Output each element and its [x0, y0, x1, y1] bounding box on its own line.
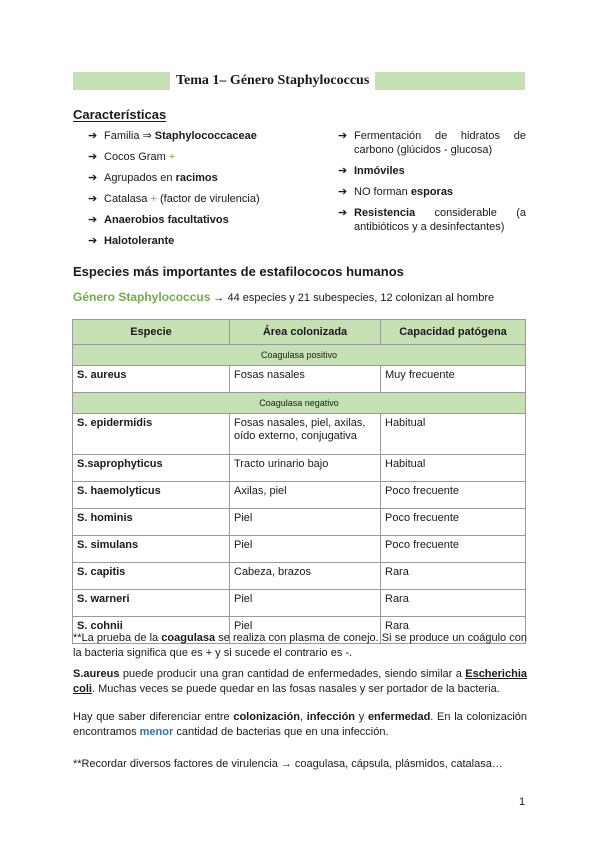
group-label: Coagulasa positivo	[73, 345, 526, 366]
capacity-cell: Poco frecuente	[381, 509, 526, 536]
area-cell: Cabeza, brazos	[230, 563, 381, 590]
table-row	[73, 563, 526, 590]
group-label: Coagulasa negativo	[73, 393, 526, 414]
capacity-cell: Habitual	[381, 455, 526, 482]
note-aureus: S.aureus puede producir una gran cantidad de enfermedades, siendo similar a Escherichia coli. Muchas veces se puede quedar en las fosas nasales y ser portador de la bacteria.	[73, 668, 527, 695]
note-colonizacion: Hay que saber diferenciar entre colonización, infección y enfermedad. En la colonización encontramos menor cantidad de bacterias que en una infección.	[73, 711, 527, 738]
list-item: ➔ Halotolerante	[88, 235, 175, 247]
species-cell: S. cohnii	[73, 617, 230, 644]
characteristics-list-left	[88, 129, 318, 255]
table-row	[73, 414, 526, 455]
species-table	[72, 319, 526, 644]
list-item: ➔ Cocos Gram +	[88, 151, 176, 163]
species-cell: S. epidermidis	[73, 414, 230, 455]
table-row	[73, 590, 526, 617]
arrow-icon: ➔	[338, 186, 348, 198]
note-virulencia: **Recordar diversos factores de virulencia → coagulasa, cápsula, plásmidos, catalasa…	[73, 758, 503, 770]
capacity-cell: Rara	[381, 590, 526, 617]
area-cell: Piel	[230, 617, 381, 644]
table-row	[73, 482, 526, 509]
group-row-positive	[73, 345, 526, 366]
section-heading-especies: Especies más importantes de estafilococos humanos	[73, 264, 404, 279]
area-cell: Piel	[230, 509, 381, 536]
table-row	[73, 366, 526, 393]
arrow-icon: ➔	[88, 151, 98, 163]
group-row-negative	[73, 393, 526, 414]
header-capacidad: Capacidad patógena	[381, 320, 526, 345]
area-cell: Tracto urinario bajo	[230, 455, 381, 482]
capacity-cell: Rara	[381, 617, 526, 644]
arrow-icon: ➔	[338, 130, 348, 142]
area-cell: Fosas nasales	[230, 366, 381, 393]
species-cell: S. warneri	[73, 590, 230, 617]
species-cell: S. capitis	[73, 563, 230, 590]
characteristics-list-right	[338, 129, 526, 241]
header-area: Área colonizada	[230, 320, 381, 345]
table-row	[73, 536, 526, 563]
species-cell: S. simulans	[73, 536, 230, 563]
genus-summary-text: → 44 especies y 21 subespecies, 12 colonizan al hombre	[210, 292, 495, 304]
page-title: Tema 1– Género Staphylococcus	[170, 72, 375, 90]
list-item: ➔ Catalasa + (factor de virulencia)	[88, 193, 260, 205]
table-row	[73, 455, 526, 482]
area-cell: Fosas nasales, piel, axilas, oído externo, conjugativa	[230, 414, 381, 455]
note-coagulasa: **La prueba de la coagulasa se realiza con plasma de conejo. Si se produce un coágulo con la bacteria significa que es + y si sucede el contrario es -.	[73, 632, 528, 659]
capacity-cell: Muy frecuente	[381, 366, 526, 393]
list-item: ➔ Resistencia considerable (a antibióticos y a desinfectantes)	[338, 207, 526, 233]
section-heading-caracteristicas: Características	[73, 107, 167, 122]
arrow-icon: ➔	[88, 172, 98, 184]
species-cell: S. haemolyticus	[73, 482, 230, 509]
genus-name: Género Staphylococcus	[73, 290, 211, 304]
list-item: ➔ NO forman esporas	[338, 186, 454, 198]
table-header-row	[73, 320, 526, 345]
arrow-icon: ➔	[338, 165, 348, 177]
species-cell: S. aureus	[73, 366, 230, 393]
table-row	[73, 509, 526, 536]
list-item: ➔ Anaerobios facultativos	[88, 214, 229, 226]
area-cell: Piel	[230, 590, 381, 617]
arrow-icon: ➔	[88, 193, 98, 205]
arrow-icon: ➔	[338, 207, 348, 219]
list-item: ➔ Agrupados en racimos	[88, 172, 218, 184]
header-especie: Especie	[73, 320, 230, 345]
page-number: 1	[519, 796, 526, 808]
arrow-icon: ➔	[88, 130, 98, 142]
arrow-icon: ➔	[88, 214, 98, 226]
capacity-cell: Rara	[381, 563, 526, 590]
area-cell: Piel	[230, 536, 381, 563]
capacity-cell: Poco frecuente	[381, 536, 526, 563]
species-cell: S.saprophyticus	[73, 455, 230, 482]
capacity-cell: Habitual	[381, 414, 526, 455]
list-item: ➔ Familia ⇒ Staphylococcaceae	[88, 130, 257, 142]
arrow-icon: ➔	[88, 235, 98, 247]
list-item: ➔ Fermentación de hidratos de carbono (glúcidos - glucosa)	[338, 130, 526, 156]
species-cell: S. hominis	[73, 509, 230, 536]
list-item: ➔ Inmóviles	[338, 165, 405, 177]
area-cell: Axilas, piel	[230, 482, 381, 509]
genus-summary	[73, 290, 494, 304]
capacity-cell: Poco frecuente	[381, 482, 526, 509]
